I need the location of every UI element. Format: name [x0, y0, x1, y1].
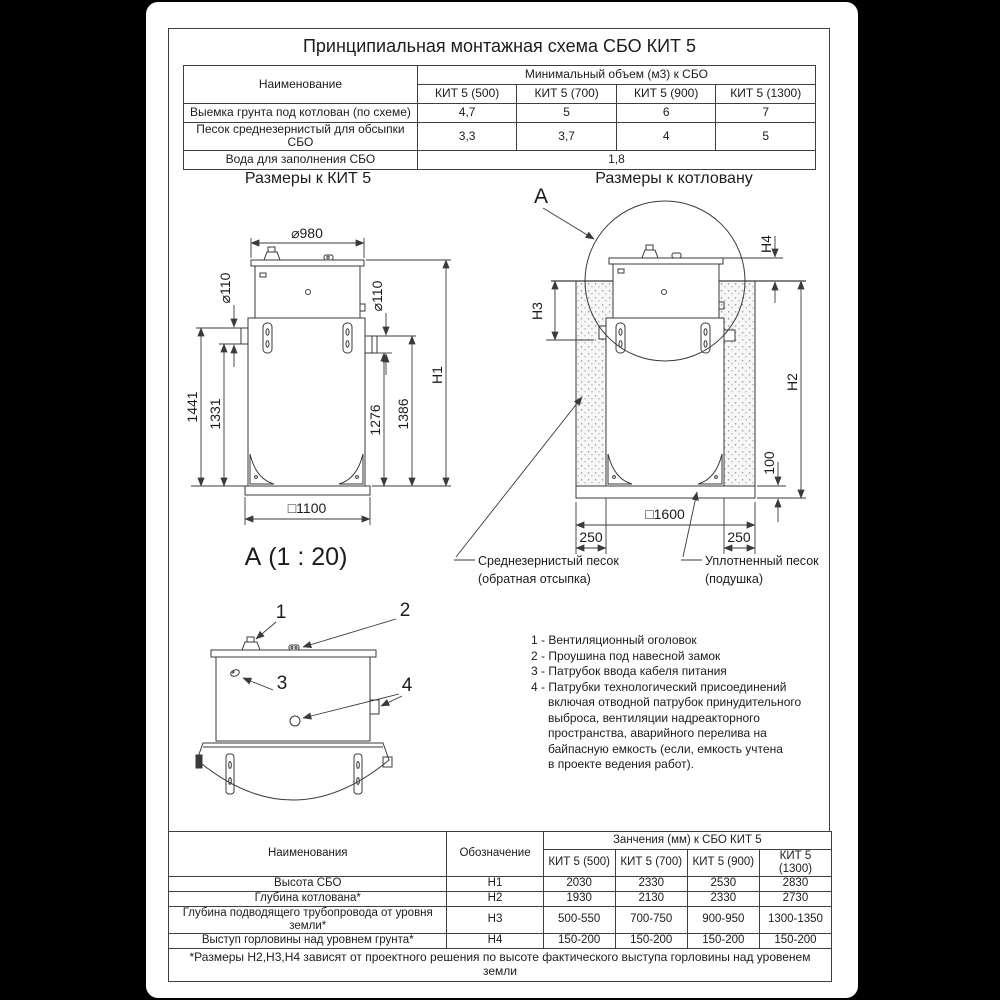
legend-item-cont: байпасную емкость (если, емкость учтена	[548, 741, 783, 756]
column-header: КИТ 5 (500)	[543, 850, 615, 877]
dim-pipe-left: ⌀110	[217, 272, 233, 304]
column-header: КИТ 5 (700)	[615, 850, 687, 877]
cushion-label-2: (подушка)	[705, 572, 764, 586]
section-title-pit: Размеры к котловану	[595, 170, 753, 187]
callout-leader	[256, 622, 276, 639]
legend-item-cont: пространства, аварийного перелива на	[548, 726, 767, 740]
neck-notch	[360, 304, 365, 311]
kit-dimensions	[184, 225, 451, 525]
cell: 2830	[759, 876, 831, 891]
vent-cap-icon	[264, 252, 280, 260]
column-header: КИТ 5 (1300)	[716, 85, 816, 104]
row-label: Вода для заполнения СБО	[184, 150, 418, 169]
tank-lid	[251, 260, 364, 266]
outlet-pipe	[365, 336, 377, 353]
legend-item: 1 - Вентиляционный оголовок	[531, 633, 697, 647]
cushion-leader	[683, 492, 697, 557]
lug-slot	[346, 341, 349, 347]
detail-scale-title: А (1 : 20)	[244, 543, 348, 571]
vent-cap-top	[646, 245, 653, 250]
cable-gland	[230, 669, 241, 678]
lock-eyelet-icon	[324, 255, 333, 260]
dim-height-inner: 1331	[207, 398, 223, 430]
callout-leader	[303, 694, 399, 718]
row-label: Глубина подводящего трубопровода от уровня земли*	[169, 906, 447, 933]
group-header: Занчения (мм) к СБО КИТ 5	[543, 832, 831, 850]
cell: 500-550	[543, 906, 615, 933]
cell: 6	[616, 104, 716, 123]
lifting-lug	[263, 323, 272, 353]
tech-connection-hole	[290, 716, 300, 726]
table-row	[169, 933, 832, 948]
table-row	[169, 876, 832, 891]
vent-cap-top	[268, 247, 275, 252]
legend-item-cont: в проекте ведения работ).	[548, 757, 694, 771]
drawing-sheet	[146, 2, 858, 998]
tank-neck	[216, 657, 370, 741]
outlet-pipe	[724, 330, 735, 341]
page-title: Принципиальная монтажная схема СБО КИТ 5	[302, 36, 697, 56]
lug-slot	[266, 341, 269, 347]
lifting-lug	[343, 323, 352, 353]
column-header: КИТ 5 (900)	[616, 85, 716, 104]
cell: Н1	[447, 876, 543, 891]
cell: 150-200	[615, 933, 687, 948]
cell: 2730	[759, 891, 831, 906]
legend-item: 3 - Патрубок ввода кабеля питания	[531, 664, 727, 678]
cell: 2330	[615, 876, 687, 891]
vent-cap-icon	[642, 250, 658, 258]
lock-eyelet-icon	[672, 253, 681, 258]
cell: 700-750	[615, 906, 687, 933]
tech-connection-notch	[370, 700, 379, 714]
kit-front-view	[241, 247, 377, 495]
cell: 4,7	[417, 104, 517, 123]
detail-marker-label: А	[534, 185, 549, 208]
neck-hole	[306, 290, 311, 295]
cell: 1,8	[417, 150, 815, 169]
cell: 4	[616, 123, 716, 151]
cell: 2030	[543, 876, 615, 891]
cell: Н2	[447, 891, 543, 906]
cell: 3,3	[417, 123, 517, 151]
lock-eyelet-hole	[291, 647, 293, 649]
cell: 5	[517, 104, 617, 123]
tank-neck	[255, 266, 360, 318]
lug-slot	[357, 762, 360, 769]
column-header: КИТ 5 (500)	[417, 85, 517, 104]
cell: 2530	[687, 876, 759, 891]
corner-gusset	[250, 454, 274, 484]
side-tab	[196, 755, 202, 768]
lug-slot	[357, 778, 360, 785]
gusset-hole	[255, 476, 258, 479]
legend-item-cont: выброса, вентиляции надреакторного	[548, 710, 760, 725]
lifting-lug	[226, 754, 234, 794]
cell: Н3	[447, 906, 543, 933]
cell: 150-200	[687, 933, 759, 948]
inlet-pipe	[241, 328, 248, 344]
row-label: Глубина котлована*	[169, 891, 447, 906]
section-title-kit: Размеры к КИТ 5	[244, 170, 372, 187]
lug-slot	[346, 329, 349, 335]
dim-gap-right: 250	[727, 529, 751, 545]
cell: 150-200	[543, 933, 615, 948]
backfill-label-2: (обратная отсыпка)	[478, 572, 591, 586]
cell: 5	[716, 123, 816, 151]
dim-height-right-inner: 1276	[367, 404, 383, 436]
cell: 150-200	[759, 933, 831, 948]
table-row	[169, 891, 832, 906]
legend-item-cont: включая отводной патрубок принудительного	[548, 695, 802, 709]
dim-height-outer: 1441	[184, 391, 200, 423]
vent-cap-top	[247, 637, 254, 642]
cell: 900-950	[687, 906, 759, 933]
lifting-lug	[354, 754, 362, 794]
callout-4: 4	[401, 675, 413, 696]
backfill-leader	[456, 397, 582, 557]
legend-item: 2 - Проушина под навесной замок	[531, 648, 721, 663]
legend-item: 4 - Патрубки технологический присоединений	[531, 679, 787, 694]
callout-1: 1	[275, 602, 287, 623]
gusset-hole	[356, 476, 359, 479]
lower-stub	[383, 757, 392, 767]
dim-pipe-depth: Н3	[529, 302, 545, 320]
cell: 2330	[687, 891, 759, 906]
column-header: Наименования	[169, 832, 447, 877]
table-row	[169, 948, 832, 981]
cell: 2130	[615, 891, 687, 906]
group-header: Минимальный объем (м3) к СБО	[417, 66, 815, 85]
cable-gland-hole	[232, 671, 234, 673]
row-label: Выемка грунта под котлован (по схеме)	[184, 104, 418, 123]
legend-block	[531, 633, 831, 773]
column-header: КИТ 5 (900)	[687, 850, 759, 877]
table-row	[169, 832, 832, 850]
cell: 7	[716, 104, 816, 123]
row-label: Выступ горловины над уровнем грунта*	[169, 933, 447, 948]
cell: 1930	[543, 891, 615, 906]
cell: Н4	[447, 933, 543, 948]
callout-2: 2	[399, 600, 411, 621]
detail-leader	[543, 208, 594, 239]
dim-cushion-thickness: 100	[761, 451, 777, 475]
dim-height-total: Н1	[429, 366, 445, 384]
cell: 3,7	[517, 123, 617, 151]
column-header: КИТ 5 (700)	[517, 85, 617, 104]
lug-slot	[229, 762, 232, 769]
row-label: Высота СБО	[169, 876, 447, 891]
callout-leader	[243, 678, 273, 690]
dim-pit-depth: Н2	[784, 373, 800, 391]
dim-top-diameter: ⌀980	[291, 225, 323, 241]
lug-slot	[266, 329, 269, 335]
dimensions-table	[168, 831, 832, 982]
dim-base-width: □1100	[287, 500, 327, 516]
lug-slot	[229, 778, 232, 785]
column-header: Наименование	[184, 66, 418, 104]
dim-protrusion: Н4	[758, 235, 774, 253]
table-footnote: *Размеры Н2,Н3,Н4 зависят от проектного решения по высоте фактического выступа горловины над уровенем земли	[169, 948, 832, 981]
sand-cushion	[576, 486, 755, 498]
table-row	[169, 906, 832, 933]
pit-view	[534, 185, 806, 498]
dim-pit-width: □1600	[645, 506, 685, 522]
vent-cap-icon	[242, 642, 260, 650]
dim-height-right-outer: 1386	[395, 398, 411, 430]
cable-gland	[260, 273, 266, 277]
column-header: Обозначение	[447, 832, 543, 877]
lock-eyelet-hole	[295, 647, 297, 649]
detail-view	[196, 600, 413, 800]
cell: 1300-1350	[759, 906, 831, 933]
backfill-label: Среднезернистый песок	[478, 554, 619, 568]
lock-eyelet-hole	[327, 256, 329, 258]
tank-lid	[211, 650, 376, 657]
callout-3: 3	[276, 673, 288, 694]
cushion-label: Уплотненный песок	[705, 554, 819, 568]
tank-base-flange	[245, 486, 370, 495]
column-header: КИТ 5 (1300)	[759, 850, 831, 877]
callout-leader	[303, 619, 396, 647]
tank-mask	[606, 318, 724, 486]
dim-pipe-right: ⌀110	[369, 280, 385, 312]
row-label: Песок среднезернистый для обсыпки СБО	[184, 123, 418, 151]
tank-mask	[613, 258, 719, 318]
dim-gap-left: 250	[579, 529, 603, 545]
corner-gusset	[339, 454, 363, 484]
